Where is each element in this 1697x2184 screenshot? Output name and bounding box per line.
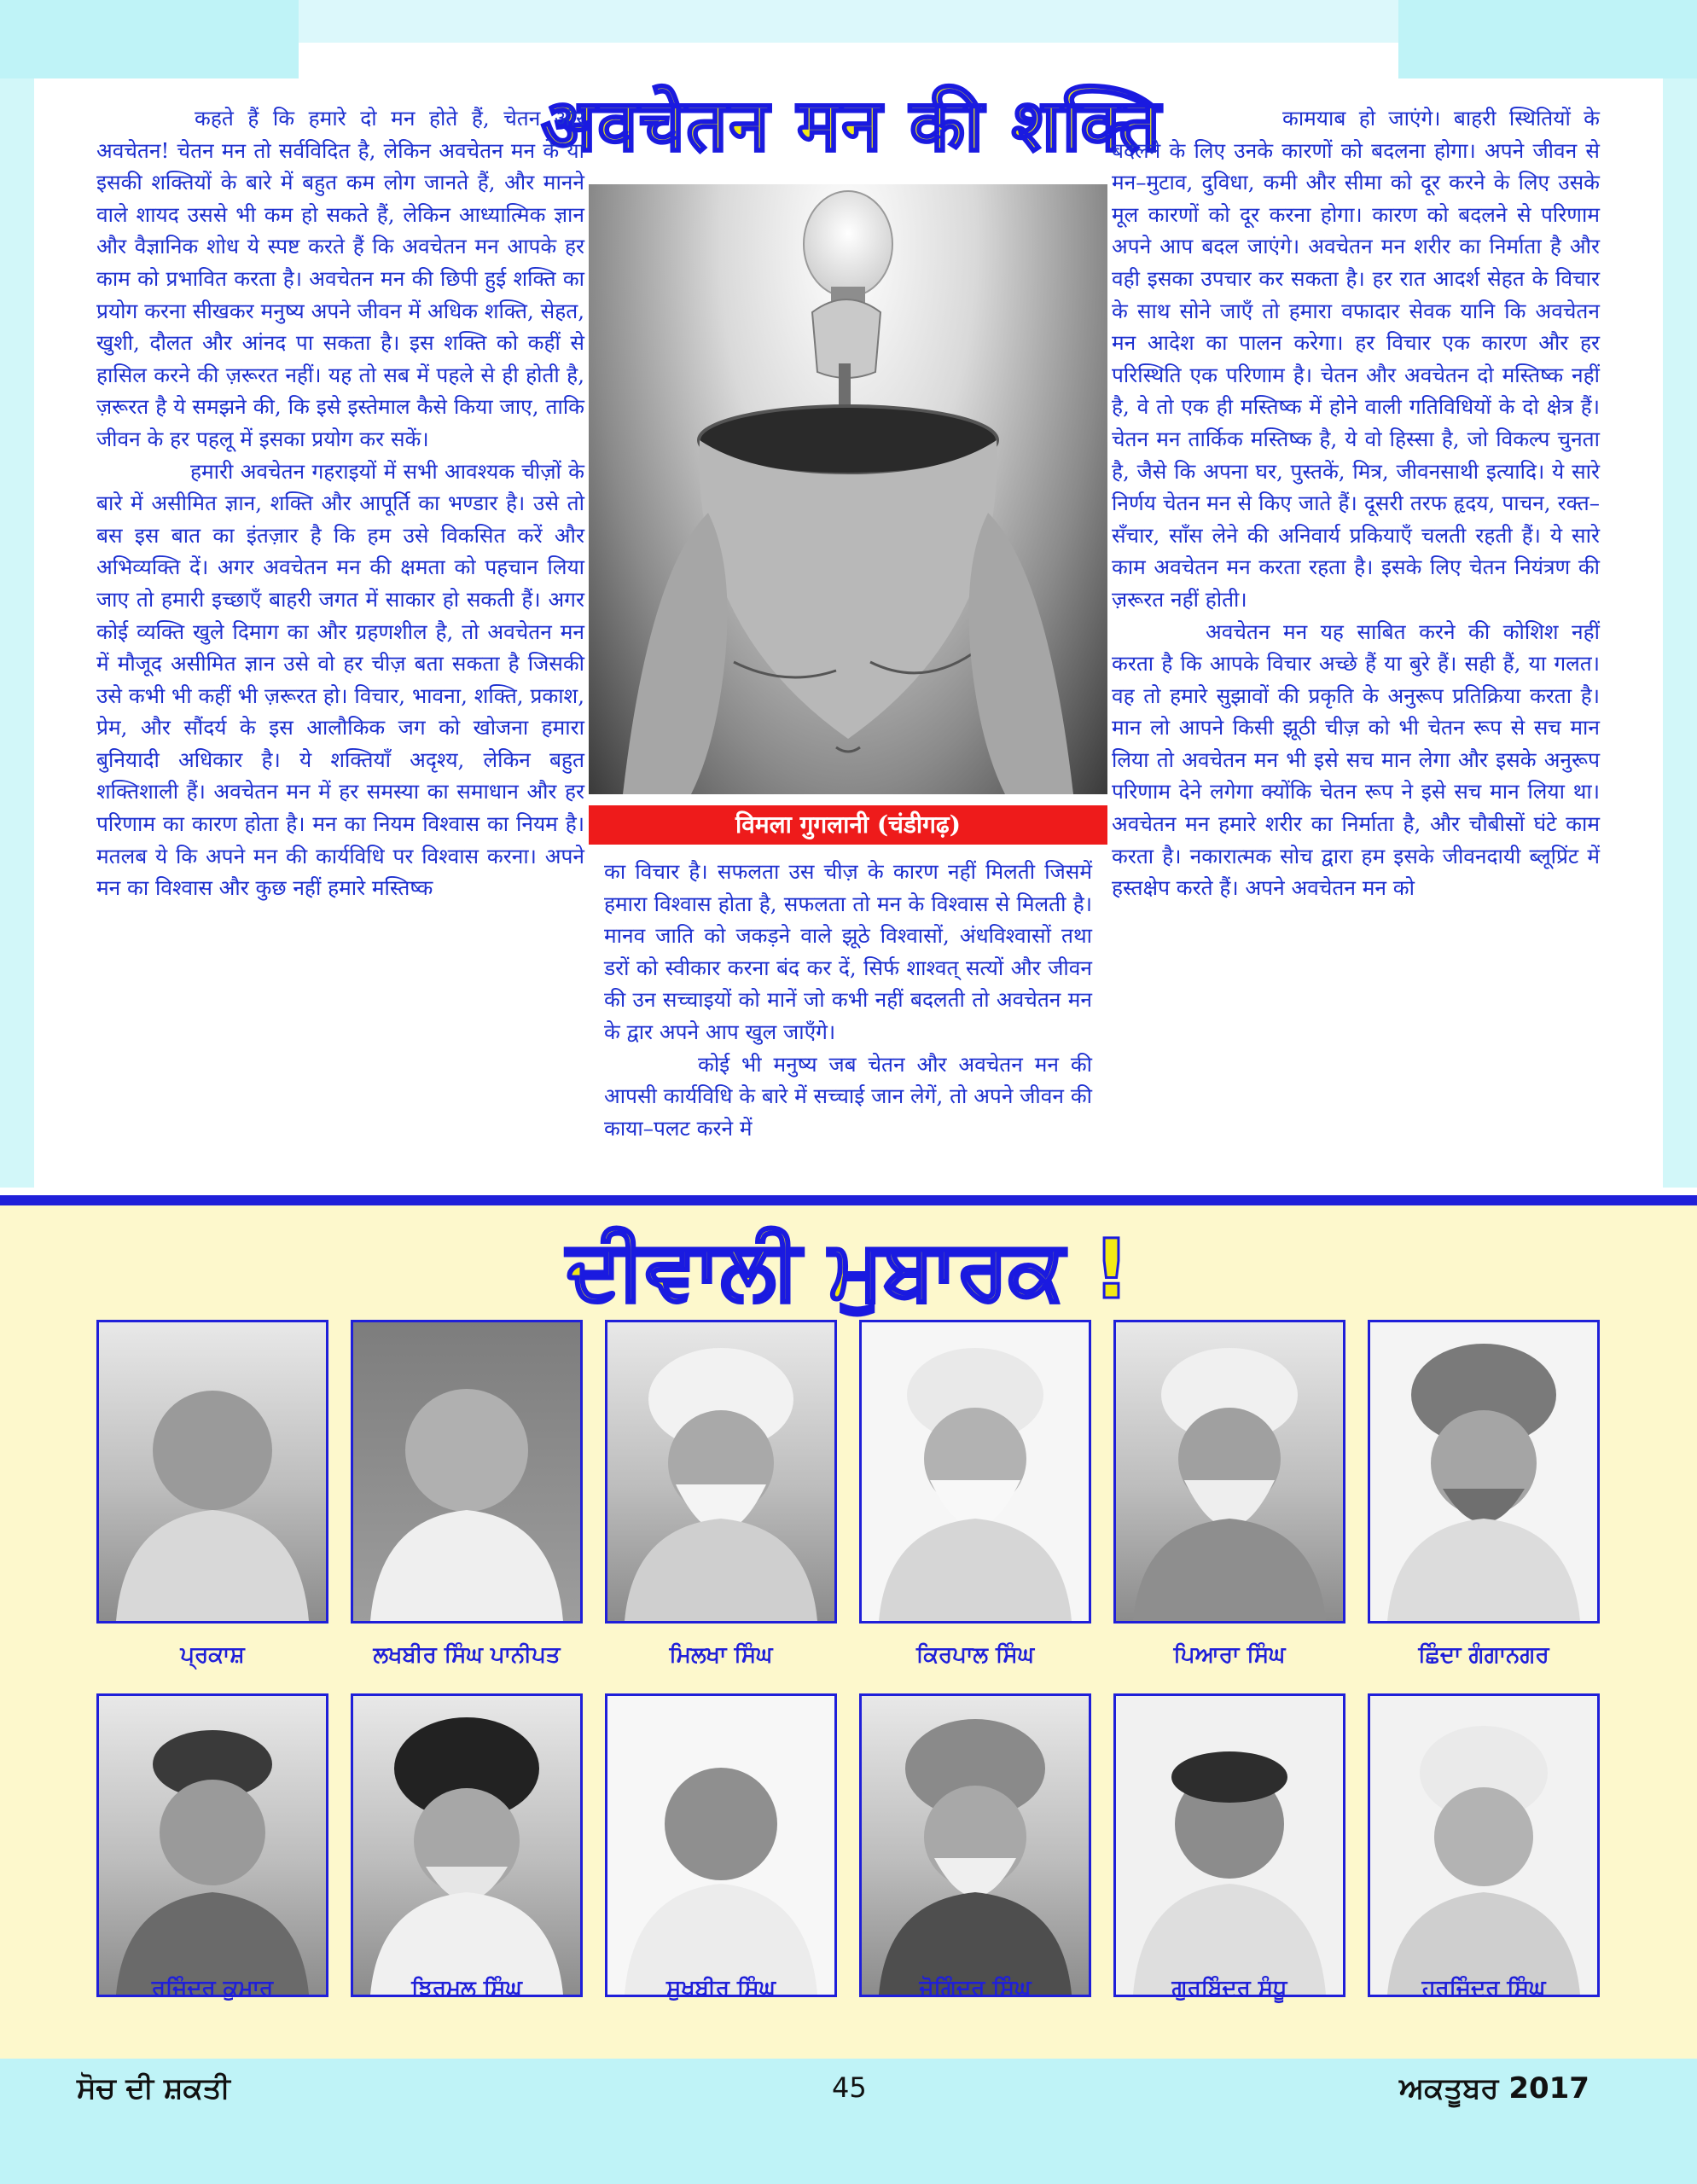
caption-5: ਪਿਆਰਾ ਸਿੰਘ [1173,1642,1286,1668]
caption-4: ਕਿਰਪਾਲ ਸਿੰਘ [915,1642,1035,1668]
caption-6: ਛਿੰਦਾ ਗੰਗਾਨਗਰ [1418,1642,1549,1668]
caption-3: ਮਿਲਖਾ ਸਿੰਘ [669,1642,773,1668]
caption-8: ਝਿਰਮਲ ਸਿੰਘ [411,1976,522,2001]
portrait-photo [605,1693,837,1997]
caption-2: ਲਖਬੀਰ ਸਿੰਘ ਪਾਨੀਪਤ [373,1642,561,1668]
column-1-para-1: कहते हैं कि हमारे दो मन होते हैं, चेतन और अवचेतन! चेतन मन तो सर्वविदित है, लेकिन अवचेतन मन के या इसकी शक्तियों के बारे में बहुत कम लोग जानते हैं, और मानने वाले शायद उससे भी कम हो सकते हैं, लेकिन आध्यात्मिक ज्ञान और वैज्ञानिक शोध ये स्पष्ट करते हैं कि अवचेतन मन आपके हर काम को प्रभावित करता है। अवचेतन मन की छिपी हुई शक्ति का प्रयोग करना सीखकर मनुष्य अपने जीवन में अधिक शक्ति, सेहत, खुशी, दौलत और आंनद पा सकता है। इस शक्ति को कहीं से हासिल करने की ज़रूरत नहीं। यह तो सब में पहले से ही होती है, ज़रूरत है ये समझने की, कि इसे इस्तेमाल कैसे किया जाए, ताकि जीवन के हर पहलू में इसका प्रयोग कर सकें। [96,106,584,451]
column-3-para-2: अवचेतन मन यह साबित करने की कोशिश नहीं करता है कि आपके विचार अच्छे हैं या बुरे हैं। सही हैं, या गलत। वह तो हमारे सुझावों की प्रकृति के अनुरूप प्रतिक्रिया करता है। मान लो आपने किसी झूठी चीज़ को भी चेतन रूप से सच मान लिया तो अवचेतन मन भी इसे सच मान लेगा और इसके अनुरूप परिणाम देने लगेगा क्योंकि चेतन रूप ने इसे सच मान लिया था। अवचेतन मन हमारे शरीर का निर्माता है, और चौबीसों घंटे काम करता है। नकारात्मक सोच द्वारा हम इसके जीवनदायी ब्लूप्रिंट में हस्तक्षेप करते हैं। अपने अवचेतन मन को [1112,619,1600,901]
portrait-photo [605,1320,837,1623]
caption-11: ਗੁਰਬਿੰਦਰ ਸੰਧੂ [1171,1976,1287,2001]
portrait-photo [1368,1693,1600,1997]
column-2-para-2: कोई भी मनुष्य जब चेतन और अवचेतन मन की आपसी कार्यविधि के बारे में सच्चाई जान लेगें, तो अपने जीवन की काया–पलट करने में [604,1051,1092,1141]
article-column-1 [96,102,584,904]
article-column-2 [604,856,1092,1144]
portrait-photo [1113,1320,1345,1623]
portrait-photo [859,1320,1091,1623]
footer-date: ਅਕਤੂਬਰ 2017 [1399,2071,1589,2106]
column-1-para-2: हमारी अवचेतन गहराइयों में सभी आवश्यक चीज़ों के बारे में असीमित ज्ञान, शक्ति और आपूर्ति का भण्डार है। उसे तो बस इस बात का इंतज़ार है कि हम उसे विकसित करें और अभिव्यक्ति दें। अगर अवचेतन मन की क्षमता को पहचान लिया जाए तो हमारी इच्छाएँ बाहरी जगत में साकार हो सकती हैं। अगर कोई व्यक्ति खुले दिमाग का और ग्रहणशील है, तो अवचेतन मन में मौजूद असीमित ज्ञान उसे वो हर चीज़ बता सकता है जिसकी उसे कभी भी कहीं भी ज़रूरत हो। विचार, भावना, शक्ति, प्रकाश, प्रेम, और सौंदर्य के इस आलौकिक जग को खोजना हमारा बुनियादी अधिकार है। ये शक्तियाँ अदृश्य, लेकिन बहुत शक्तिशाली हैं। अवचेतन मन में हर समस्या का समाधान और हर परिणाम का कारण होता है। मन का नियम विश्वास का नियम है। मतलब ये कि अपने मन की कार्यविधि पर विश्वास करना। अपने मन का विश्वास और कुछ नहीं हमारे मस्तिष्क [96,458,584,901]
side-band-left [0,78,34,1188]
top-band-left [0,0,299,78]
portrait-photo [96,1693,328,1997]
portrait-photo [351,1320,583,1623]
portrait-photo [1113,1693,1345,1997]
footer-page-number: 45 [832,2071,867,2104]
top-band-right [1398,0,1697,78]
top-band-center [299,0,1398,43]
hero-image [589,184,1107,794]
caption-7: ਰਜਿੰਦਰ ਕੁਮਾਰ [151,1976,274,2001]
caption-1: ਪ੍ਰਕਾਸ਼ [180,1642,245,1668]
side-band-right [1663,78,1697,1188]
caption-9: ਸੁਖਬੀਰ ਸਿੰਘ [665,1976,776,2001]
portrait-photo [859,1693,1091,1997]
column-3-para-1: कामयाब हो जाएंगे। बाहरी स्थितियों के बदलने के लिए उनके कारणों को बदलना होगा। अपने जीवन से मन–मुटाव, दुविधा, कमी और सीमा को दूर करने के लिए उसके मूल कारणों को दूर करना होगा। कारण को बदलने से परिणाम अपने आप बदल जाएंगे। अवचेतन मन शरीर का निर्माता है और वही इसका उपचार कर सकता है। हर रात आदर्श सेहत के विचार के साथ सोने जाएँ तो हमारा वफादार सेवक यानि कि अवचेतन मन आदेश का पालन करेगा। हर विचार एक कारण और हर परिस्थिति एक परिणाम है। चेतन और अवचेतन दो मस्तिष्क नहीं है, वे तो एक ही मस्तिष्क में होने वाली गतिविधियों के दो क्षेत्र हैं। चेतन मन तार्किक मस्तिष्क है, ये वो हिस्सा है, जो विकल्प चुनता है, जैसे कि अपना घर, पुस्तकें, मित्र, जीवनसाथी इत्यादि। ये सारे निर्णय चेतन मन से किए जाते हैं। दूसरी तरफ हृदय, पाचन, रक्त–सँचार, साँस लेने की अनिवार्य प्रकियाएँ चलती रहती हैं। ये सारे काम अवचेतन मन करता रहता है। इसके लिए चेतन नियंत्रण की ज़रूरत नहीं होती। [1112,106,1600,612]
caption-10: ਜੋਗਿੰਦਰ ਸਿੰਘ [919,1976,1032,2001]
hero-illustration [589,184,1107,794]
column-2-para-1: का विचार है। सफलता उस चीज़ के कारण नहीं मिलती जिसमें हमारा विश्वास होता है, सफलता तो मन के विश्वास से मिलती है। मानव जाति को जकड़ने वाले झूठे विश्वासों, अंधविश्वासों तथा डरों को स्वीकार करना बंद कर दें, सिर्फ शाश्वत् सत्यों और जीवन की उन सच्चाइयों को मानें जो कभी नहीं बदलती तो अवचेतन मन के द्वार अपने आप खुल जाएँगे। [604,859,1092,1044]
article-column-3 [1112,102,1600,904]
portrait-photo [351,1693,583,1997]
portrait-photo [96,1320,328,1623]
footer-magazine-name: ਸੋਚ ਦੀ ਸ਼ਕਤੀ [77,2071,230,2106]
caption-12: ਹਰਜਿੰਦਰ ਸਿੰਘ [1421,1976,1546,2001]
portrait-photo [1368,1320,1600,1623]
section-divider [0,1195,1697,1205]
diwali-title: ਦੀਵਾਲੀ ਮੁਬਾਰਕ ! [567,1222,1130,1317]
author-banner: विमला गुगलानी (चंडीगढ़) [589,805,1107,845]
article-title: अवचेतन मन की शक्ति [541,84,1162,167]
